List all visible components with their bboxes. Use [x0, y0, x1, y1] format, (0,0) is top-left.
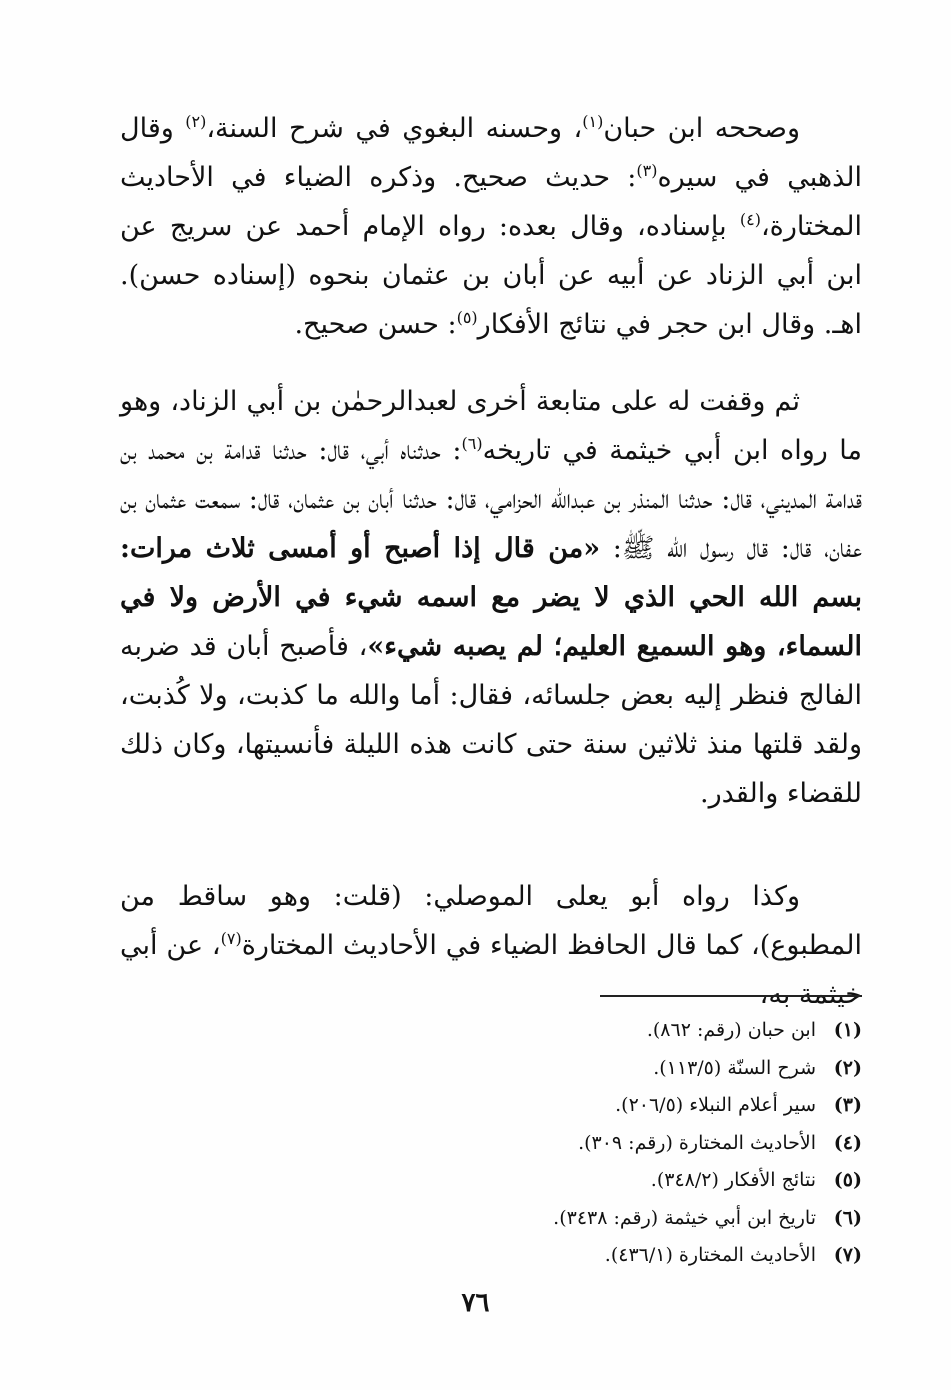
footnote-ref-6[interactable]: (٦)	[461, 434, 483, 453]
footnote-item	[302, 1050, 862, 1088]
footnote-item	[302, 1012, 862, 1050]
paragraph-2-text-c: ، فأصبح أبان قد ضربه الفالج فنظر إليه بعض جلسائه، فقال: أما والله ما كذبت، ولا كُذبت، ولقد قلتها منذ ثلاثين سنة حتى كانت هذه الليلة فأنسيتها، وكان ذلك للقضاء والقدر.	[120, 631, 862, 809]
footnote-text: ابن حبان (رقم: ٨٦٢).	[646, 1019, 816, 1041]
paragraph-1	[120, 104, 862, 349]
footnote-number: (٦)	[833, 1206, 862, 1229]
paragraph-1-text-b: ، وحسنه البغوي في شرح السنة،	[206, 113, 583, 144]
footnote-ref-2[interactable]: (٢)	[185, 112, 207, 131]
footnote-ref-5[interactable]: (٥)	[456, 308, 478, 327]
footnote-separator	[600, 995, 862, 997]
footnote-item	[302, 1087, 862, 1125]
footnote-number: (١)	[833, 1019, 862, 1041]
paragraph-indent	[800, 386, 862, 417]
footnote-text: سير أعلام النبلاء (٢٠٦/٥).	[615, 1094, 816, 1116]
footnote-ref-3[interactable]: (٣)	[636, 161, 658, 180]
paragraph-1-text-d: : حديث صحيح. وذكره الضياء في الأحاديث المختارة،	[120, 162, 862, 242]
footnote-item	[302, 1200, 862, 1238]
footnote-number: (٤)	[833, 1131, 862, 1154]
paragraph-2	[120, 377, 862, 818]
footnote-ref-7[interactable]: (٧)	[220, 929, 242, 948]
footnote-number: (٢)	[833, 1056, 862, 1079]
footnote-number: (٥)	[833, 1169, 862, 1191]
footnotes-list	[302, 1012, 862, 1275]
hadith-quote: «من قال إذا أصبح أو أمسى ثلاث مرات: بسم الله الحي الذي لا يضر مع اسمه شيء في الأرض ولا في السماء، وهو السميع العليم؛ لم يصبه شيء»	[120, 533, 862, 662]
footnote-item	[302, 1237, 862, 1275]
paragraph-3-text-b: ، عن أبي خيثمة به،	[120, 930, 862, 1010]
footnote-text: الأحاديث المختارة (رقم: ٣٠٩).	[578, 1131, 816, 1154]
paragraph-indent	[800, 881, 862, 912]
paragraph-1-text-f: : حسن صحيح.	[294, 309, 457, 340]
paragraph-1-text-e: بإسناده، وقال بعده: رواه الإمام أحمد عن سريج عن ابن أبي الزناد عن أبيه عن أبان بن عثمان بنحوه (إسناده حسن). اهـ. وقال ابن حجر في نتائج الأفكار	[120, 211, 862, 340]
footnote-text: شرح السنّة (١١٣/٥).	[653, 1056, 816, 1079]
page-number: ٧٦	[461, 1288, 490, 1318]
paragraph-1-text-c: وقال الذهبي في سيره	[120, 113, 862, 193]
paragraph-2-text-a: ثم وقفت له على متابعة أخرى لعبدالرحمٰن بن أبي الزناد، وهو ما رواه ابن أبي خيثمة في تاريخه	[120, 386, 862, 466]
footnote-text: تاريخ ابن أبي خيثمة (رقم: ٣٤٣٨).	[553, 1206, 816, 1229]
footnote-number: (٣)	[833, 1094, 862, 1116]
paragraph-2-text-b: : حدثناه أبي، قال: حدثنا قدامة بن محمد بن قدامة المديني، قال: حدثنا المنذر بن عبدالله الحزامي، قال: حدثنا أبان بن عثمان، قال: سمعت عثمان بن عفان، قال: قال رسول الله ﷺ:	[120, 435, 863, 564]
footnote-ref-1[interactable]: (١)	[582, 112, 604, 131]
footnote-text: نتائج الأفكار (٣٤٨/٢).	[650, 1169, 816, 1191]
footnote-item	[302, 1162, 862, 1200]
footnote-text: الأحاديث المختارة (٤٣٦/١).	[604, 1244, 816, 1266]
footnote-number: (٧)	[833, 1244, 862, 1266]
footnote-ref-4[interactable]: (٤)	[739, 210, 761, 229]
paragraph-indent	[800, 113, 862, 144]
footnote-item	[302, 1125, 862, 1163]
paragraph-3-text-a: وكذا رواه أبو يعلى الموصلي: (قلت: وهو ساقط من المطبوع)، كما قال الحافظ الضياء في الأحاديث المختارة	[120, 881, 862, 961]
paragraph-1-text-a: وصححه ابن حبان	[603, 113, 801, 144]
